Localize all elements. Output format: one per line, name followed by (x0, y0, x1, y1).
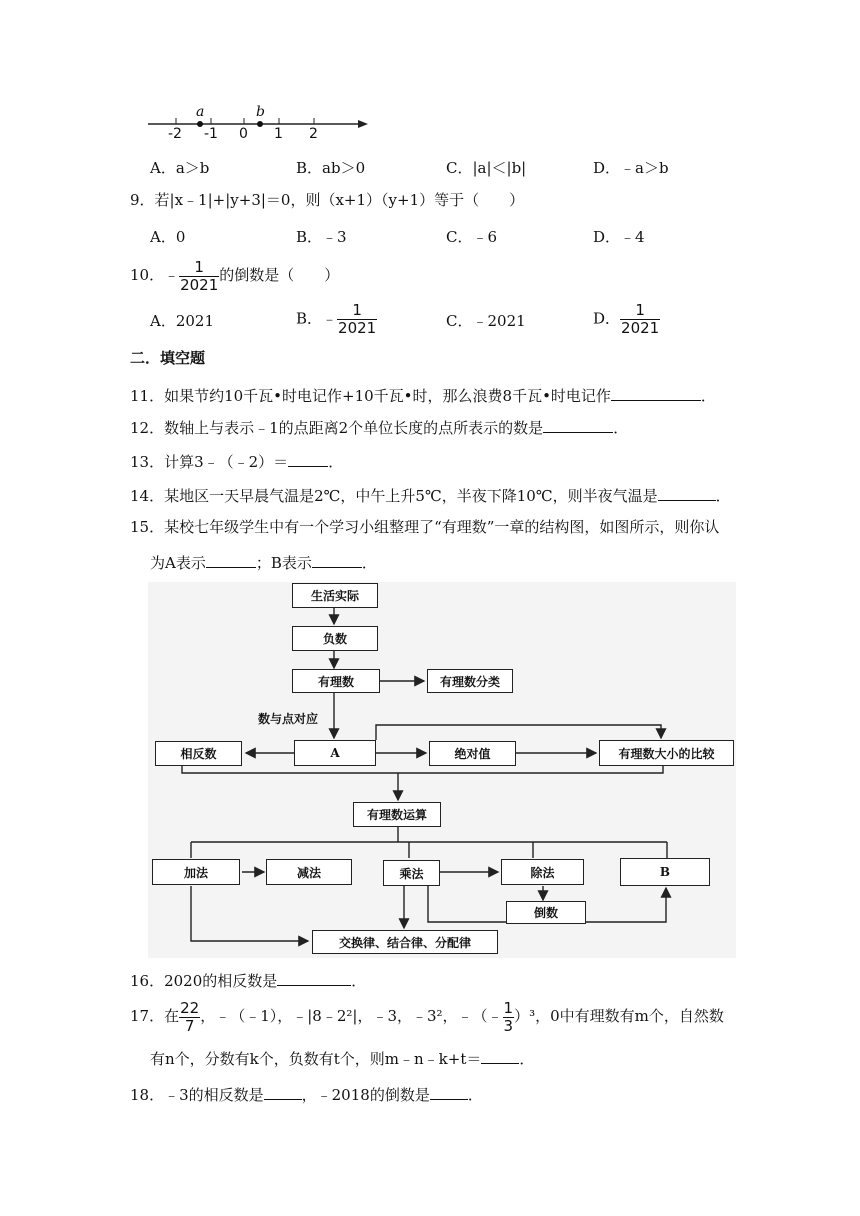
q9-option-d: D．﹣4 (593, 228, 645, 246)
box-reciprocal: 倒数 (506, 901, 586, 924)
answer-blank[interactable] (658, 484, 716, 501)
q16: 16．2020的相反数是 ． (130, 969, 366, 991)
tick-label: -1 (204, 126, 218, 142)
box-classification: 有理数分类 (427, 669, 513, 693)
box-compare: 有理数大小的比较 (599, 740, 734, 766)
point-b-label: b (256, 104, 265, 120)
tick-label: 2 (309, 126, 318, 142)
box-rational: 有理数 (292, 669, 380, 693)
box-divide: 除法 (501, 859, 584, 885)
q10-option-a: A．2021 (150, 312, 215, 330)
q14: 14．某地区一天早晨气温是2℃，中午上升5℃，半夜下降10℃，则半夜气温是 ． (130, 484, 731, 506)
q9-stem: 9．若|x﹣1|+|y+3|＝0，则（x+1）（y+1）等于（ ） (130, 191, 525, 209)
box-negative: 负数 (292, 626, 378, 651)
q8-option-d: D．﹣a＞b (593, 159, 669, 177)
q10-option-b: B．﹣ $\frac{1}{2021}$ (296, 301, 377, 337)
box-add: 加法 (152, 859, 240, 885)
point-a-label: a (196, 104, 205, 120)
answer-blank[interactable] (288, 450, 328, 467)
q8-option-a: A．a＞b (150, 159, 210, 177)
box-B: B (620, 858, 710, 886)
section-title: 二．填空题 (130, 349, 206, 367)
box-laws: 交换律、结合律、分配律 (312, 930, 498, 954)
label-correspond: 数与点对应 (258, 712, 319, 726)
q13: 13．计算3﹣（﹣2）＝ ． (130, 450, 343, 472)
box-operations: 有理数运算 (353, 802, 441, 827)
point-a (197, 121, 203, 127)
q15-line2: 为A表示 ；B表示 ． (150, 551, 377, 573)
box-A: A (294, 740, 376, 766)
answer-blank[interactable] (481, 1047, 519, 1064)
box-life: 生活实际 (292, 583, 378, 608)
q17-line2: 有n个，分数有k个，负数有t个，则m﹣n﹣k+t＝ ． (150, 1047, 534, 1069)
answer-blank[interactable] (264, 1083, 302, 1100)
q18: 18．﹣3的相反数是 ，﹣2018的倒数是 ． (130, 1083, 483, 1105)
q8-option-b: B．ab＞0 (296, 159, 366, 177)
answer-blank[interactable] (430, 1083, 468, 1100)
q9-option-b: B．﹣3 (296, 228, 347, 246)
tick-label: -2 (168, 126, 182, 142)
structure-diagram (148, 582, 736, 958)
q11: 11．如果节约10千瓦•时电记作+10千瓦•时，那么浪费8千瓦•时电记作 ． (130, 384, 716, 406)
box-subtract: 减法 (266, 859, 352, 885)
q17-line1: 17．在 $\frac{22}{7}$ ，﹣（﹣1），﹣|8﹣2²|，﹣3，﹣3²，﹣（﹣ $\frac{1}{3}$ ）³，0中有理数有m个，自然数 (130, 998, 724, 1035)
answer-blank[interactable] (277, 969, 351, 986)
q15-line1: 15．某校七年级学生中有一个学习小组整理了“有理数”一章的结构图，如图所示，则你认 (130, 518, 720, 536)
tick-label: 1 (274, 126, 283, 142)
box-opposite: 相反数 (155, 741, 242, 766)
q9-option-a: A．0 (150, 228, 186, 246)
answer-blank[interactable] (312, 551, 362, 568)
diagram-connectors (148, 582, 736, 958)
q8-option-c: C．|a|＜|b| (446, 159, 527, 177)
box-absolute: 绝对值 (429, 741, 516, 766)
q10-stem: 10．﹣ $\frac{1}{2021}$ 的倒数是（ ） (130, 257, 340, 294)
fraction: $\frac{1}{2021}$ (180, 257, 219, 294)
q12: 12．数轴上与表示﹣1的点距离2个单位长度的点所表示的数是 ． (130, 416, 628, 438)
box-multiply: 乘法 (383, 860, 440, 886)
q9-option-c: C．﹣6 (446, 228, 498, 246)
answer-blank[interactable] (543, 416, 613, 433)
tick-label: 0 (239, 126, 248, 142)
point-b (257, 121, 263, 127)
answer-blank[interactable] (206, 551, 256, 568)
q10-option-d: D． $\frac{1}{2021}$ (593, 301, 660, 337)
q10-option-c: C．﹣2021 (446, 312, 526, 330)
answer-blank[interactable] (611, 384, 701, 401)
